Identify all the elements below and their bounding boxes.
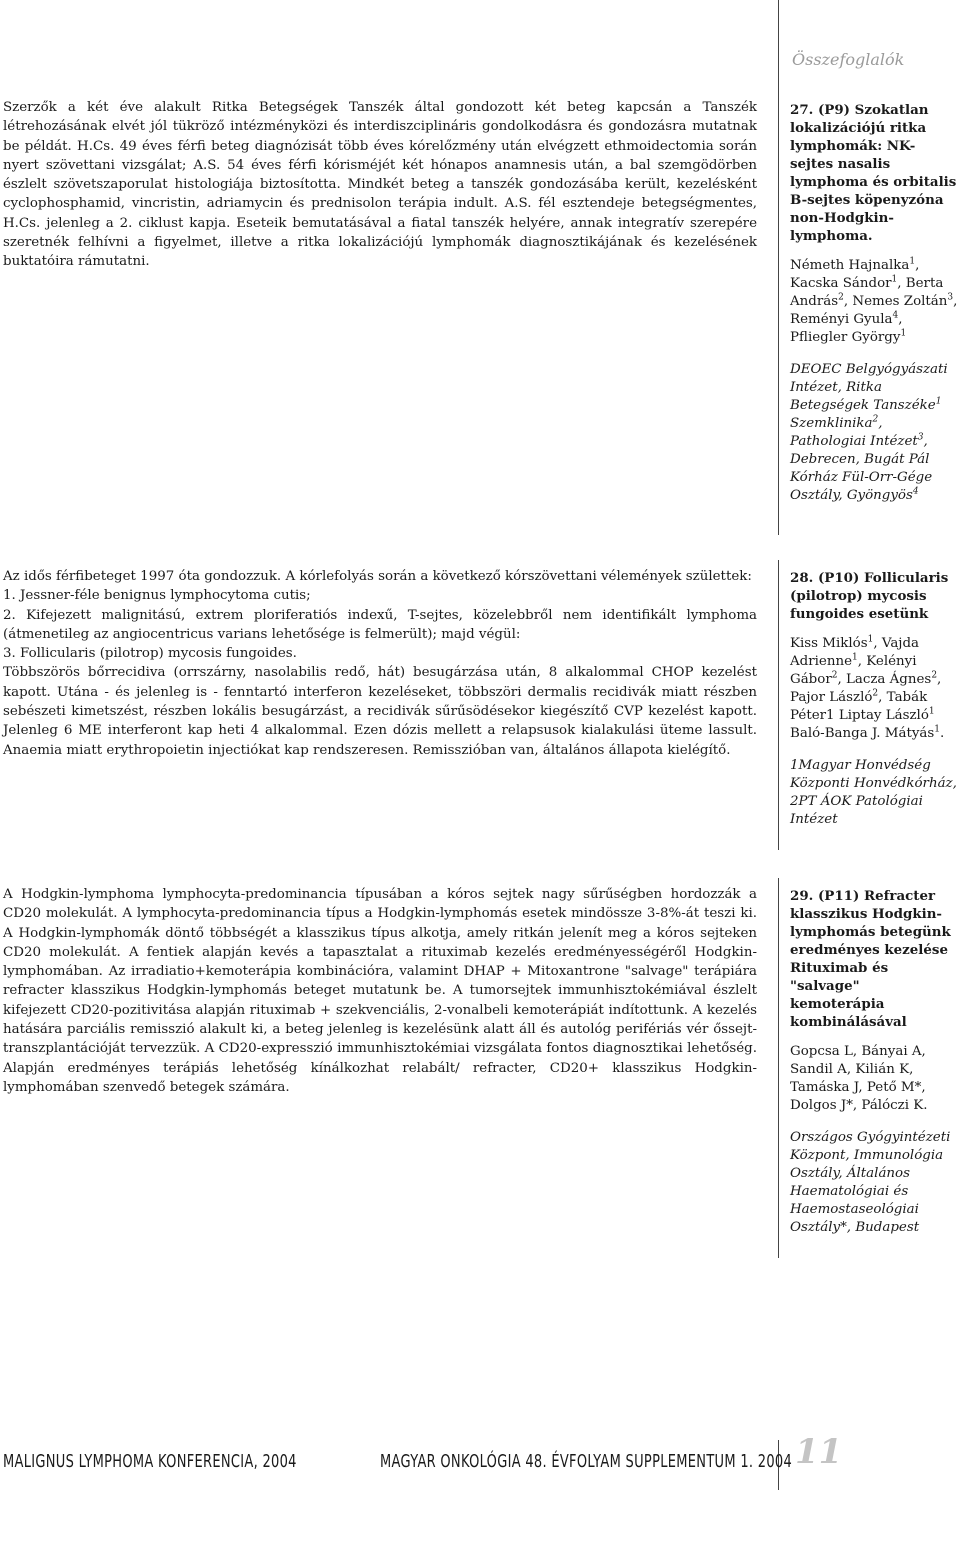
abstract-29-institutions	[790, 1129, 958, 1237]
author-name: Gopcsa L, Bányai A, Sandil A, Kilián K, Tamáska J, Pető M*, Dolgos J*, Pálóczi K.	[790, 1044, 928, 1113]
abstract-29-body	[3, 885, 757, 1097]
author-name: Baló-Banga J. Mátyás	[790, 726, 935, 741]
institution: 1Magyar Honvédség Központi Honvédkórház, 2PT ÁOK Patológiai Intézet	[790, 758, 957, 827]
abstract-28-authors: Kiss Miklós$^1$, Vajda Adrienne$^1$, Kelényi Gábor$^2$, Lacza Ágnes$^2$, Pajor László$^2$, Tabák Péter1 Liptay László$^1$ Baló-Banga J. Mátyás$^1$.	[790, 634, 945, 741]
abstract-27-heading: 27. (P9) Szokatlan lokalizációjú ritka lymphomák: NK-sejtes nasalis lymphoma és orbitalis B-sejtes köpenyzóna non-Hodgkin-lymphoma.	[790, 102, 957, 244]
author-name: Kelényi Gábor	[790, 654, 917, 687]
abstract-27-paragraph: Szerzők a két éve alakult Ritka Betegségek Tanszék által gondozott két beteg kapcsán a Tanszék létrehozásának elvét jól tükröző intézményközi és interdiszciplináris gondolkodásra és gondozásra mutatnak be példát. H.Cs. 49 éves férfi beteg diagnózisát több éves kórelőzmény után elvégzett ethmoidectomia során nyert szövettani vizsgálat; A.S. 54 éves férfi kórisméjét két hónapos anamnesis után, a bal szemgödörben észlelt szövetszaporulat histologiája biztosította. Mindkét beteg a tanszék gondozásába került, kezelésként cyclophosphamid, vincristin, adriamycin és prednisolon terápia indult. A.S. fél esztendeje betegségmentes, H.Cs. jelenleg a 2. ciklust kapja. Eseteik bemutatásával a fiatal tanszék helyére, annak integratív szerepére szeretnék felhívni a figyelmet, illetve a ritka lokalizációjú lymphomák diagnosztikájának és kezelésének buktatóira rámutatni.	[3, 100, 757, 270]
author-name: Tabák Péter1 Liptay László	[790, 690, 929, 723]
abstract-28-paragraph: Az idős férfibeteget 1997 óta gondozzuk. A kórlefolyás során a következő kórszövettani vélemények születtek:	[3, 569, 752, 584]
abstract-27-sidebar	[790, 101, 958, 505]
author-name: Reményi Gyula	[790, 312, 893, 327]
footer-journal: MAGYAR ONKOLÓGIA 48. ÉVFOLYAM SUPPLEMENTUM 1. 2004	[380, 1452, 793, 1473]
footer-conference: MALIGNUS LYMPHOMA KONFERENCIA, 2004	[3, 1452, 297, 1473]
author-name: Berta András	[790, 276, 944, 309]
author-name: Nemes Zoltán	[852, 294, 948, 309]
section-label: Összefoglalók	[792, 50, 905, 69]
institution: Debrecen, Bugát Pál Kórház Fül-Orr-Gége Osztály, Gyöngyös	[790, 452, 933, 503]
abstract-29-heading: 29. (P11) Refracter klasszikus Hodgkin-lymphomás betegünk eredményes kezelése Rituximab és "salvage" kemoterápia kombinálásával	[790, 888, 951, 1030]
author-name: Vajda Adrienne	[790, 636, 920, 669]
page-number: 11	[795, 1432, 843, 1472]
abstract-28-institutions	[790, 757, 958, 829]
author-name: Pajor László	[790, 690, 873, 705]
author-name: Pfliegler György	[790, 330, 901, 345]
abstract-27-institutions: DEOEC Belgyógyászati Intézet, Ritka Betegségek Tanszéke$^1$ Szemklinika$^2$, Pathologiai Intézet$^3$, Debrecen, Bugát Pál Kórház Fül-Orr-Gége Osztály, Gyöngyös$^4$	[790, 362, 948, 503]
abstract-28-paragraph: Többszörös bőrrecidiva (orrszárny, nasolabilis redő, hát) besugárzása után, 8 alkalommal CHOP kezelést kapott. Utána - és jelenleg is - fenntartó interferon kezeléseket, többszöri dermalis recidivák miatt részben sebészeti kimetszést, részben lokális besugárzást, a recidivák sűrűsödésekor kiegészítő CVP kezelést kapott. Jelenleg 6 ME interferont kap heti 4 alkalommal. Ezen dózis mellett a relapsusok kialakulási üteme lassult. Anaemia miatt erythropoietin injectiókat kap rendszeresen. Remisszióban van, általános állapota kielégítő.	[3, 665, 757, 758]
column-divider-middle	[778, 560, 779, 850]
column-divider-bottom	[778, 878, 779, 1258]
abstract-29-paragraph: A Hodgkin-lymphoma lymphocyta-predominancia típusában a kóros sejtek nagy sűrűségben hordozzák a CD20 molekulát. A lymphocyta-predominancia típus a Hodgkin-lymphomás esetek mindössze 3-8%-át teszi ki. A Hodgkin-lymphomák döntő többségét a klasszikus típus alkotja, amely ritkán jelenít meg a kóros sejteken CD20 molekulát. A fentiek alapján kevés a tapasztalat a rituximab kezelés eredményességéről Hodgkin-lymphomában. Az irradiatio+kemoterápia kombinációra, valamint DHAP + Mitoxantrone "salvage" terápiára refracter klasszikus Hodgkin-lymphomás beteget mutatunk be. A tumorsejtek immunhisztokémiával észlelt kifejezett CD20-pozitivitása alapján rituximab + szekvenciális, 2-vonalbeli kemoterápiát indítottunk. A kezelés hatására parciális remisszió alakult ki, a beteg jelenleg is kezelésünk alatt áll és autológ perifériás vér őssejt-transzplantációját tervezzük. A CD20-expresszió immunhisztokémiai vizsgálata fontos diagnosztikai lehetőség. Alapján eredményes terápiás lehetőség kínálkozhat relabált/ refracter, CD20+ klasszikus Hodgkin-lymphomában szenvedő betegek számára.	[3, 887, 757, 1095]
abstract-28-list-item: 1. Jessner-féle benignus lymphocytoma cutis;	[3, 588, 311, 604]
author-name: Kacska Sándor	[790, 276, 892, 291]
author-name: Kiss Miklós	[790, 636, 868, 651]
institution: Szemklinika	[790, 416, 873, 431]
author-name: Németh Hajnalka	[790, 258, 910, 273]
abstract-29-authors	[790, 1043, 958, 1115]
institution: Országos Gyógyintézeti Központ, Immunológia Osztály, Általános Haematológiai és Haemostaseológiai Osztály*, Budapest	[790, 1130, 951, 1235]
author-name: Lacza Ágnes	[845, 672, 932, 687]
abstract-27-authors: Németh Hajnalka$^1$, Kacska Sándor$^1$, Berta András$^2$, Nemes Zoltán$^3$, Reményi Gyula$^4$, Pfliegler György$^1$	[790, 256, 958, 345]
institution: Pathologiai Intézet	[790, 434, 918, 449]
abstract-28-sidebar	[790, 569, 958, 829]
abstract-27-body	[3, 98, 757, 272]
column-divider-top	[778, 0, 779, 535]
abstract-28-body	[3, 567, 757, 760]
abstract-28-list-item: 3. Follicularis (pilotrop) mycosis fungoides.	[3, 646, 297, 662]
abstract-28-heading: 28. (P10) Follicularis (pilotrop) mycosis fungoides esetünk	[790, 570, 949, 622]
institution: DEOEC Belgyógyászati Intézet, Ritka Betegségek Tanszéke	[790, 362, 948, 413]
abstract-28-list-item: 2. Kifejezett malignitású, extrem ploriferatiós indexű, T-sejtes, közelebbről nem identifikált lymphoma (átmenetileg az angiocentricus varians lehetősége is felmerült); majd végül:	[3, 607, 757, 642]
abstract-29-sidebar	[790, 887, 958, 1237]
